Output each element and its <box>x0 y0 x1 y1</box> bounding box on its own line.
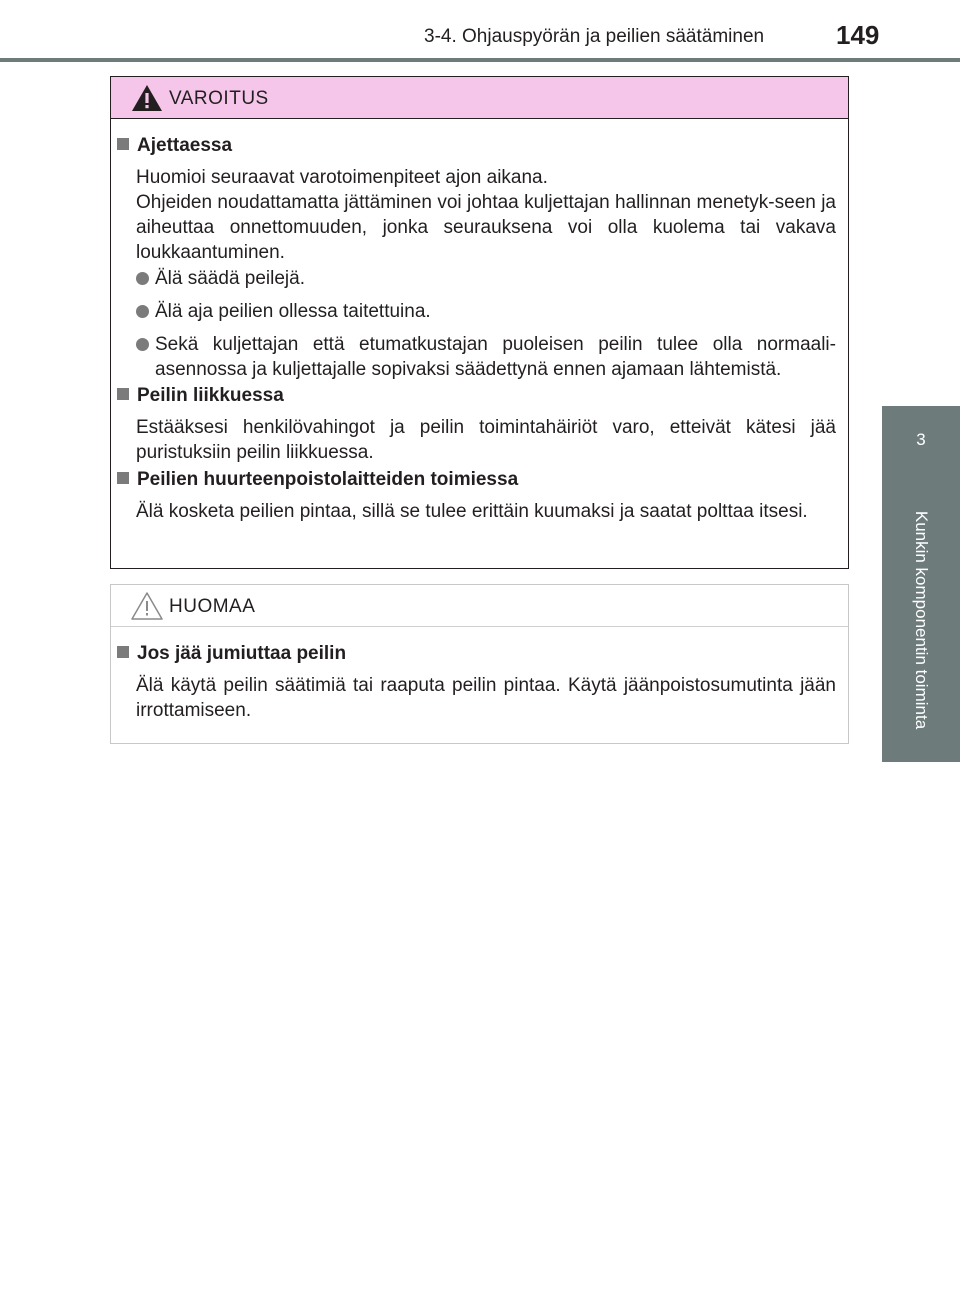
warning-label: VAROITUS <box>169 88 269 109</box>
section-title: 3-4. Ohjauspyörän ja peilien säätäminen <box>424 26 765 47</box>
round-bullet-icon <box>136 305 149 318</box>
chapter-title: Kunkin komponentin toiminta <box>912 510 931 730</box>
section-title-defroster: Peilien huurteenpoistolaitteiden toimiessa <box>117 469 518 491</box>
paragraph: Älä kosketa peilien pintaa, sillä se tulee erittäin kuumaksi ja saatat polttaa itsesi. <box>136 501 808 522</box>
square-bullet-icon <box>117 138 129 150</box>
chapter-side-tab <box>882 406 960 762</box>
paragraph: Älä käytä peilin säätimiä tai raaputa peilin pintaa. Käytä jäänpoistosumutinta jään irrottamiseen. <box>136 675 836 721</box>
section-title-driving: Ajettaessa <box>117 135 232 157</box>
bullet-item: Sekä kuljettajan että etumatkustajan puoleisen peilin tulee olla normaali-asennossa ja kuljettajalle sopivaksi säädettynä ennen ajamaan lähtemistä. <box>136 332 836 382</box>
square-bullet-icon <box>117 472 129 484</box>
chapter-number: 3 <box>916 430 926 449</box>
warning-triangle-icon <box>131 83 163 113</box>
paragraph: Ohjeiden noudattamatta jättäminen voi johtaa kuljettajan hallinnan menetyk-seen ja aiheuttaa onnettomuuden, jonka seurauksena voi olla kuolema tai vakava loukkaantuminen. <box>136 192 836 263</box>
page-number: 149 <box>836 20 880 50</box>
caution-triangle-icon <box>131 591 163 621</box>
bullet-item: Älä säädä peilejä. <box>136 266 836 291</box>
notice-header <box>111 585 848 627</box>
section-title-mirror-moving: Peilin liikkuessa <box>117 385 284 407</box>
notice-box <box>110 584 849 744</box>
bullet-item: Älä aja peilien ollessa taitettuina. <box>136 299 836 324</box>
warning-box <box>110 76 849 569</box>
round-bullet-icon <box>136 272 149 285</box>
square-bullet-icon <box>117 388 129 400</box>
round-bullet-icon <box>136 338 149 351</box>
square-bullet-icon <box>117 646 129 658</box>
warning-header <box>111 77 848 119</box>
section-title-ice: Jos jää jumiuttaa peilin <box>117 643 346 665</box>
notice-label: HUOMAA <box>169 596 256 617</box>
paragraph: Huomioi seuraavat varotoimenpiteet ajon aikana. <box>136 167 548 188</box>
header-rule <box>0 58 960 62</box>
paragraph: Estääksesi henkilövahingot ja peilin toimintahäiriöt varo, etteivät kätesi jää puristuksiin peilin liikkuessa. <box>136 417 836 463</box>
